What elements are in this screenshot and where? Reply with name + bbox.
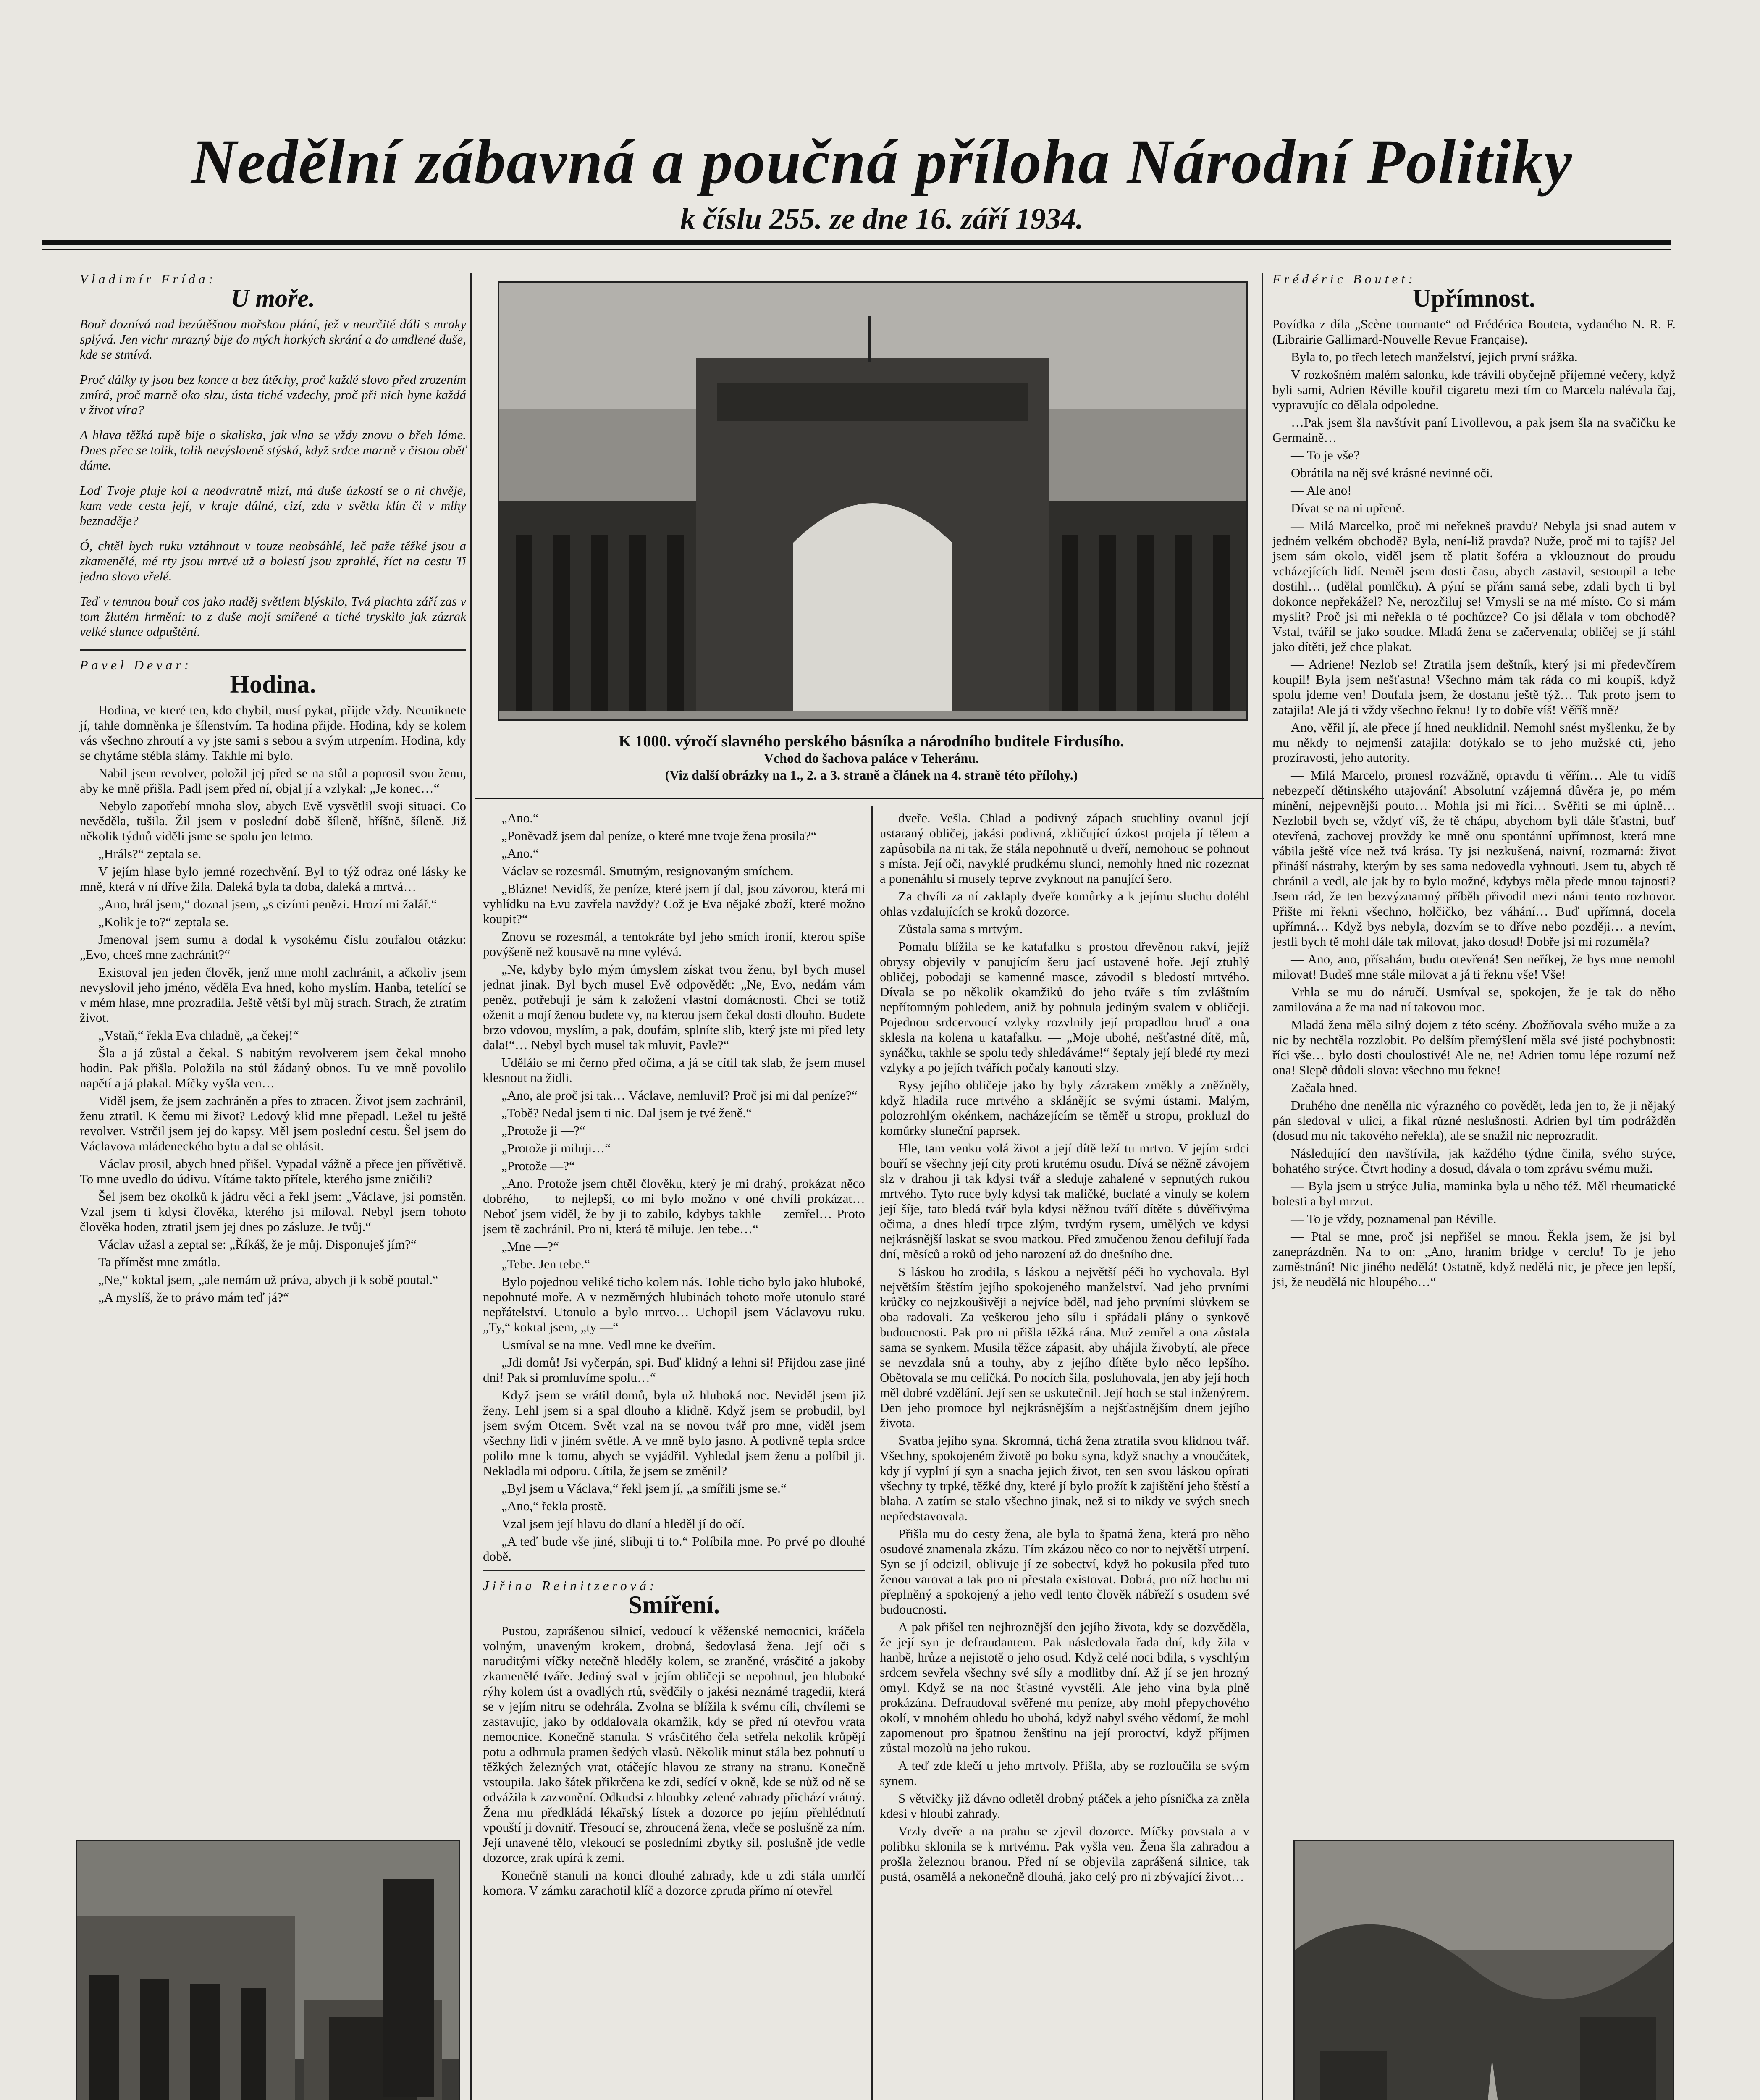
paragraph: „Ano.“ xyxy=(501,846,539,861)
poem-stanza: Teď v temnou bouř cos jako naděj světlem blýskilo, Tvá plachta září zas v tom žlutém hrmění: to z duše mojí smířené a tiché tryskilo jak zázrak velké slunce odpuštění. xyxy=(80,594,466,639)
paragraph: Hle, tam venku volá život a její dítě leží tu mrtvo. V jejím srdci bouří se všechny její city proti krutému osudu. Dívá se něžně závojem slz v drahou ji tak kdysi tvář a sleduje zahalené v sepnutých rukou mrtvého. Tyto ruce byly kdysi tak maličké, buclaté a vinuly se kolem její šíje, tato bledá tvář byla kdysi něžnou tváří dítěte s důvěřivýma očima, a dnes hledí trpce zlým, tvrdým rysem, umělých ve kdysi nejkrásnější laskat se svou matkou. Před zmučenou ženou defilují řada dní, měsíců a roků od jeho narození až do dnešního dne. xyxy=(880,1141,1249,1261)
road-to-afghanistan-photo xyxy=(1293,1840,1674,2100)
paragraph: Znovu se rozesmál, a tentokráte byl jeho smích ironií, kterou spíše povýšeně než kousavě na mne vylévá. xyxy=(483,929,865,959)
paragraph: Když jsem se vrátil domů, byla už hluboká noc. Neviděl jsem již ženy. Lehl jsem si a spal dlouho a klidně. Když jsem se probudil, byl jsem svým Otcem. Svět vzal na se novou tvář pro mne, viděl jsem všechny lidi v jiném světle. A ve mně bylo jasno. A podivně tepla srdce polilo mne k tomu, abych se vyjádřil. Vyhledal jsem ženu a políbil ji. Nekladla mi odporu. Cítila, že jsem se změnil? xyxy=(483,1388,865,1478)
paragraph: — Ptal se mne, proč jsi nepřišel se mnou. Řekla jsem, že jsi byl zaneprázdněn. Na to on: „Ano, hranim bridge v cerclu! To je jeho zaměstnání! Nic jiného nedělá! Ostatně, když nedělá nic, je přece jen lepší, jsi, že neudělá nic hloupého…“ xyxy=(1272,1229,1676,1289)
section-divider xyxy=(80,649,466,651)
paragraph: Druhého dne nenělla nic výrazného co povědět, leda jen to, že ji nějaký pán sledoval v ulici, a fikal různé neslušnosti. Adrien byl tím podrážděn (dosud mu nic takového neřekla), ale se snažil nic neprozradit. xyxy=(1272,1098,1676,1143)
paragraph: „A myslíš, že to právo mám teď já?“ xyxy=(98,1290,289,1305)
paragraph: „Ano. Protože jsem chtěl člověku, který je mi drahý, prokázat něco dobrého, — to nejlepší, co mi bylo možno v oné chvíli prokázat… Neboť jsem viděl, že by ji to zabilo, kdybys takhle — zemřel… Proto jsem tě zachránil. Pro ni, která tě miluje. Jen tebe…“ xyxy=(483,1176,865,1236)
section-divider xyxy=(483,1570,865,1571)
paragraph: „Protože —?“ xyxy=(501,1158,575,1173)
paragraph: Pomalu blížila se ke katafalku s prostou dřevěnou rakví, jejíž obrysy objevily v panujícím šeru jací ustavené hoře. Její ztuhlý obličej, pobodaji se kamenné masce, závodil s bledostí mrtvého. Dívala se po několik okamžiků do jeho tváře s tím zvláštním nepřítomným pohledem, aniž by pohnula jediným svalem v obličeji. Pojednou srdcervoucí vzlyky rozvlnily její propadlou hruď a ona sklesla na kolena u katafalku. — „Moje ubohé, nešťastné dítě, mů, synáčku, takhle se spolu tedy shledáváme!“ šeptaly její bledé rty mezi vzlyky a po jejích tvářích počaly kanouti slzy. xyxy=(880,939,1249,1075)
paragraph: Mladá žena měla silný dojem z této scény. Zbožňovala svého muže a za nic by nechtěla rozzlobit. Po delším přemýšlení měla své jisté pochybnosti: říci vše… bylo dosti choulostivé! Ale ne, ne! Adrien tomu lépe rozumí než ona! Slepě důdoli slova: všechno mu řekne! xyxy=(1272,1017,1676,1077)
paragraph: V rozkošném malém salonku, kde trávili obyčejně příjemné večery, když byli sami, Adrien Réville kouřil cigaretu mezi tím co Marcela nalévala čaj, vypravujíc co dělala odpoledne. xyxy=(1272,367,1676,412)
poem-stanza: A hlava těžká tupě bije o skaliska, jak vlna se vždy znovu o břeh láme. Dnes přec se tolik, tolik nevýslovně stýská, když srdce marně v čistou oběť dáme. xyxy=(80,428,466,472)
poem-stanza: Bouř doznívá nad bezútěšnou mořskou plání, jež v neurčité dáli s mraky splývá. Jen vichr mrazný bije do mých horkých skrání a do umdlené duše, kde se stmívá. xyxy=(80,317,466,362)
paragraph: Konečně stanuli na konci dlouhé zahrady, kde u zdi stála umrlčí komora. V zámku zarachotil klíč a dozorce zpruda přímo ní otevřel xyxy=(483,1868,865,1898)
paragraph: dveře. Vešla. Chlad a podivný zápach stuchliny ovanul její ustaraný obličej, jakási podivná, zkličující úzkost projela jí tělem a zapůsobila na ni tak, že stála nepohnutě u dveří, nemohouc se pohnout s místa. Její oči, navyklé prudkému slunci, nemohly hned nic rozeznat a ponenáhlu si musely teprve zvyknout na panující šero. xyxy=(880,811,1249,886)
paragraph: Ta příměst mne zmátla. xyxy=(98,1255,220,1269)
paragraph: Vzal jsem její hlavu do dlaní a hleděl jí do očí. xyxy=(501,1516,745,1531)
paragraph: „Ano.“ xyxy=(501,811,539,825)
paragraph: Vrhla se mu do náručí. Usmíval se, spokojen, že je tak do něho zamilována a že ma nad ní takovou moc. xyxy=(1272,984,1676,1014)
paragraph: „Hráls?“ zeptala se. xyxy=(98,846,202,861)
masthead xyxy=(84,126,1680,236)
uprimnost-author: Frédéric Boutet: xyxy=(1272,271,1416,286)
smireni-author: Jiřina Reinitzerová: xyxy=(483,1578,658,1593)
paragraph: Václav se rozesmál. Smutným, resignovaným smíchem. xyxy=(501,864,794,878)
paragraph: Následující den navštívila, jak každého týdne činila, svého strýce, bohatého strýce. Čtvrt hodiny a dosud, dávala o tom zprávu svému muži. xyxy=(1272,1146,1676,1176)
paragraph: Pustou, zaprášenou silnicí, vedoucí k věženské nemocnici, kráčela volným, unaveným krokem, drobná, šedovlasá žena. Její oči s naruditými víčky netečně hleděly kolem, se zraněné, vrásčité a jakoby zkamenělé tváře. Jediný sval v jejím obličeji se nepohnul, jen hluboké rýhy kolem úst a ovadlých rtů, svědčily o jakési neznámé tragedii, která se v jejím nitru se odehrála. Zvolna se blížila k svému cíli, chvílemi se zastavujíc, jako by oddalovala okamžik, kdy se před ní otevřou vrata nemocnice. Konečně stanula. S vrásčitého čela setřela nekolik krůpějí potu a odhrnula pramen šedých vlasů. Několik minut stála bez pohnutí u těžkých železných vrat, otáčejíc hlavou ze strany na stranu. Konečně vstoupila. Jako šátek přikrčena ke zdi, sedící v okně, kde se nůž od ně se odvážila k zazvonění. Odkudsi z hloubky zelené zahrady přichází vrátný. Žena mu předkládá lékařský lístek a dozorce po jejím přehlédnutí vpouští ji dovnitř. Třesoucí se, zhroucená žena, vleče se poslušně za ním. Její unavené tělo, vlekoucí se posledními zbytky sil, poslušně jde vedle dozorce, zrak upírá k zemi. xyxy=(483,1623,865,1865)
paragraph: „Ano, ale proč jsi tak… Václave, nemluvil? Proč jsi mi dal peníze?“ xyxy=(501,1088,858,1102)
paragraph: V jejím hlase bylo jemné rozechvění. Byl to týž odraz oné lásky ke mně, která v ní dříve žila. Daleká byla ta doba, daleká a mrtvá… xyxy=(80,864,466,894)
paragraph: Šla a já zůstal a čekal. S nabitým revolverem jsem čekal mnoho hodin. Pak přišla. Položila na stůl žádaný obnos. Tu ve mně povolilo napětí a já plakal. Míčky vyšla ven… xyxy=(80,1045,466,1090)
paragraph: A pak přišel ten nejhroznější den jejího života, kdy se dozvěděla, že její syn je defraudantem. Pak následovala řada dní, kdy žila v hanbě, hrůze a nejistotě o jeho osud. Když celé noci bdila, s vyschlým srdcem sevřela všechny své síly a modlitby dní. Až jí se jen hrozný omyl. Když se na noc šťastné vyvstěli. Ale jeho vina byla plně prokázána. Defraudoval svěřené mu peníze, aby mohl přepychového okolí, v mnohém ohledu ho ubohá, když nabyl svého vědomí, že mohl zapomenout pro špatnou ženštinu na její proroctví, když příjmen zůstal mozolů na jeho rukou. xyxy=(880,1620,1249,1755)
paragraph: „Tebe. Jen tebe.“ xyxy=(501,1257,590,1271)
paragraph: S láskou ho zrodila, s láskou a největší péči ho vychovala. Byl největším štěstím jejího spokojeného manželství. Nad jeho prvními krůčky co nejzkoušivěji a nejvíce bděl, nad jeho prvními slůvkem se oba radovali. Za veškerou jeho sílu i spřádali plány o synkově budoucnosti. Pak pro ni přišla těžká rána. Muž zemřel a ona zůstala sama se synkem. Musila těžce zápasit, aby uhájila živobytí, ale přece se nevzdala snů a touhy, aby z jejího dítěte bylo něco lepšího. Obětovala se mu celičká. Po nocích šila, posluhovala, jen aby její hoch měl dobré vzdělání. Její sen se uskutečnil. Její hoch se stal inženýrem. Den jeho promoce byl nejkrásnějším a nejšťastnějším dnem jejího života. xyxy=(880,1264,1249,1430)
masthead-title: Nedělní zábavná a poučná příloha Národní Politiky xyxy=(191,127,1573,197)
paragraph: „Tobě? Nedal jsem ti nic. Dal jsem je tvé ženě.“ xyxy=(501,1105,752,1120)
paragraph: „Blázne! Nevidíš, že peníze, které jsem jí dal, jsou závorou, která mi vyhlídku na Evu zavřela navždy? Což je Eva nějaké zboží, které možno koupit?“ xyxy=(483,881,865,926)
smireni-body xyxy=(483,1623,865,1898)
poem-author: Vladimír Frída: xyxy=(80,271,217,286)
mosque-courtyard-photo xyxy=(76,1840,460,2100)
center-photo-caption xyxy=(498,733,1245,783)
paragraph: „Protože ji miluji…“ xyxy=(501,1141,611,1155)
paragraph: Nebylo zapotřebí mnoha slov, abych Evě vysvětlil svoji situaci. Co nevěděla, tušila. Žil jsem v poslední době šíleně, hříšně, šíleně. Již několik týdnů viděli jsme se spolu jen letmo. xyxy=(80,798,466,843)
paragraph: — To je vždy, poznamenal pan Réville. xyxy=(1291,1211,1497,1226)
column-right xyxy=(1272,269,1676,1292)
paragraph: „Poněvadž jsem dal peníze, o které mne tvoje žena prosila?“ xyxy=(501,828,817,843)
paragraph: Bylo pojednou veliké ticho kolem nás. Tohle ticho bylo jako hluboké, nepohnuté moře. A v nezměrných hlubinách tohoto moře utonulo staré nepřátelství. Utonulo a bylo mrtvo… Uchopil jsem Václavovu ruku. „Ty,“ koktal jsem, „ty —“ xyxy=(483,1274,865,1334)
paragraph: Zůstala sama s mrtvým. xyxy=(898,921,1023,936)
paragraph: „Ano,“ řekla prostě. xyxy=(501,1499,606,1513)
masthead-rule-thin xyxy=(42,249,1671,250)
paragraph: — Ale ano! xyxy=(1291,483,1352,498)
uprimnost-body xyxy=(1272,349,1676,1289)
paragraph: — Milá Marcelo, pronesl rozvážně, opravdu ti věřím… Ale tu vidíš nebezpečí dětinského utajování! Absolutní vzájemná důvěra je, po mém mínění, nejpevnější pouto… Mohla jsi mi říci… Svěřiti se mi úplně… Nezlobil bych se, vždyť víš, že tě chápu, abychom byli dále šťastni, buď otevřená, zachovej provždy ke mně onu spontánní upřímnost, která mne vábila ještě více než tvá krása. Ty jsi nezkušená, naivní, rozmarná: život přináší nástrahy, kterým by ses sama nedovedla vyhnouti. Jsem tu, abych tě chránil a vedl, ale jak by to bylo možné, kdybys měla přede mnou tajnosti? Jsem rád, že ten bezvýznamný příběh přivodil mezi námi tento rozhovor. Přište mi řekni všechno, holčičko, bez váhání… Buď upřímná, docela upřímná… Když bys nebyla, dozvím se to dříve nebo později… a nevím, jestli bych tě mohl dále tak milovat, jako dosud! Dobře jsi mi rozuměla? xyxy=(1272,768,1676,949)
paragraph: Byla to, po třech letech manželství, jejich první srážka. xyxy=(1291,349,1578,364)
paragraph: Jmenoval jsem sumu a dodal k vysokému číslu zoufalou otázku: „Evo, chceš mne zachránit?“ xyxy=(80,932,466,962)
paragraph: Uděláiо se mi černo před očima, a já se cítil tak slab, že jsem musel klesnout na židli. xyxy=(483,1055,865,1085)
paragraph: „Mne —?“ xyxy=(501,1239,559,1254)
paragraph: Existoval jen jeden člověk, jenž mne mohl zachránit, a ačkoliv jsem nevyslovil jeho jméno, věděla Eva hned, koho myslím. Hanba, tetelící se v mém hlase, mne prozradila. Ještě větší byl můj strach. Strach, že ztratím život. xyxy=(80,965,466,1025)
paragraph: „Protože ji —?“ xyxy=(501,1123,585,1138)
paragraph: Václav prosil, abych hned přišel. Vypadal vážně a přece jen přívětivě. To mne uvedlo do údivu. Vítáme takto přítele, kterého jsme zničili? xyxy=(80,1156,466,1186)
column-left xyxy=(80,269,466,1307)
column-separator xyxy=(470,273,472,2100)
paragraph: Za chvíli za ní zaklaply dveře komůrky a k jejímu sluchu doléhl ohlas vzdalujících se kroků dozorce. xyxy=(880,889,1249,919)
column-center-left xyxy=(483,811,865,1900)
paragraph: Usmíval se na mne. Vedl mne ke dveřím. xyxy=(501,1337,716,1352)
paragraph: „Jdi domů! Jsi vyčerpán, spi. Buď klidný a lehni si! Přijdou zase jiné dni! Pak si promluvíme spolu…“ xyxy=(483,1355,865,1385)
paragraph: …Pak jsem šla navštívit paní Livollevou, a pak jsem šla na svačičku ke Germaině… xyxy=(1272,415,1676,445)
paragraph: „Kolik je to?“ zeptala se. xyxy=(98,914,229,929)
paragraph: S větvičky již dávno odletěl drobný ptáček a jeho písnička za zněla kdesi v hloubi zahrady. xyxy=(880,1791,1249,1821)
paragraph: Svatba jejího syna. Skromná, tichá žena ztratila svou klidnou tvář. Všechny, spokojeném životě po boku syna, když snachy a vnoučátek, kdy jí vyplní jí syn a snacha jejich život, ten sen svou láskou opírati všechny ty trpké, těžké dny, které jí bylo prožít k zajištění jeho štěstí a blaha. A zatím se stalo všechno jinak, než si to nikdy ve svých snech nepředstavovala. xyxy=(880,1433,1249,1523)
paragraph: Vrzly dveře a na prahu se zjevil dozorce. Míčky povstala a v polibku sklonila se k mrtvému. Pak vyšla ven. Žena šla zahradou a prošla železnou branou. Před ní se objevila zaprášená silnice, tak pustá, osamělá a nekonečně dlouhá, jako celý pro ni zbývající život… xyxy=(880,1824,1249,1884)
paragraph: Začala hned. xyxy=(1291,1080,1358,1095)
paragraph: Dívat se na ni upřeně. xyxy=(1291,501,1405,515)
paragraph: — Ano, ano, přísahám, budu otevřená! Sen neříkej, že bys mne nemohl milovat! Budeš mne stále milovat a já ti řeknu vše! Vše! xyxy=(1272,952,1676,982)
paragraph: Obrátila na něj své krásné nevinné oči. xyxy=(1291,465,1493,480)
paragraph: „Ne,“ koktal jsem, „ale nemám už práva, abych ji k sobě poutal.“ xyxy=(98,1272,438,1287)
paragraph: — Milá Marcelko, proč mi neřekneš pravdu? Nebyla jsi snad autem v jedném velkém obchodě? Byla, není-liž pravda? Nuže, proč mi to tajíš? Jel jsem sám okolo, viděl jsem tě platit šoféra a vklouznout do proudu vcházejících lidí. Neměl jsem dosti času, abych zastavil, sestoupil a tebe dostihl… (udělal pomlčku). A pýní se přám samá sebe, zdali bych ti byl dokonce nepřekážel? Ne, nerozčiluj se! Vmysli se na mé místo. Co si mám myslit? Proč jsi mi neřekla o té pochůzce? Co jsi dělala v tom obchodě? Vstal, tváříl se jako soudce. Mladá žena se začervenala; obličej se jí stáhl jako dítěti, jež chce plakat. xyxy=(1272,518,1676,654)
poem-title: U moře. xyxy=(231,284,315,312)
paragraph: — Adriene! Nezlob se! Ztratila jsem deštník, který jsi mi předevčírem koupil! Byla jsem nešťastna! Všechno mám tak ráda co mi koupíš, když spolu jdeme ven! Doufala jsem, že dostanu ještě týž… Tak proto jsem to zatajila! Ale já ti vždy všechno řeknu! Ty to dobře víš! Věříš mně? xyxy=(1272,657,1676,717)
paragraph: „Vstaň,“ řekla Eva chladně, „a čekej!“ xyxy=(98,1028,299,1042)
uprimnost-intro: Povídka z díla „Scène tournante“ od Frédérica Bouteta, vydaného N. R. F. (Librairie Gallimard-Nouvelle Revue Française). xyxy=(1272,317,1676,346)
column-separator xyxy=(1262,273,1263,2100)
poem-stanza: Proč dálky ty jsou bez konce a bez útěchy, proč každé slovo před zrozením zmírá, proč marně oko slzu, ústa tiché vzdechy, proč při nich hyne každá v život víra? xyxy=(80,372,466,417)
hodina-continuation xyxy=(483,811,865,1564)
column-center-right xyxy=(880,811,1249,1887)
paragraph: Václav užasl a zeptal se: „Říkáš, že je můj. Disponuješ jím?“ xyxy=(98,1237,417,1252)
paragraph: „Ne, kdyby bylo mým úmyslem získat tvou ženu, byl bych musel jednat jinak. Byl bych musel Evě odpovědět: „Ne, Evo, nedám vám peněz, potřebuji je sám k založení vlastní domácnosti. Chci se totiž oženit a mojí ženou budete vy, na kterou jsem čekal dosti dlouho. Budete brzo vdovou, myslím, a pak, doufám, splníte slib, který jste mi před lety dala!“… Nebyl bych musel tak mluvit, Pavle?“ xyxy=(483,962,865,1052)
caption-line: (Viz další obrázky na 1., 2. a 3. straně a článek na 4. straně této přílohy.) xyxy=(665,767,1078,782)
masthead-subtitle: k číslu 255. ze dne 16. září 1934. xyxy=(680,202,1084,236)
hodina-author: Pavel Devar: xyxy=(80,657,192,672)
paragraph: — To je vše? xyxy=(1291,448,1360,462)
poem-stanza: Ó, chtěl bych ruku vztáhnout v touze neobsáhlé, leč paže těžké jsou a zkamenělé, mé rty jsou mrtvé už a bolestí jsou zprahlé, říct na cestu Ti jedno slovo vřelé. xyxy=(80,538,466,583)
paragraph: „A teď bude vše jiné, slibuji ti to.“ Políbila mne. Po prvé po dlouhé době. xyxy=(483,1534,865,1564)
paragraph: Rysy jejího obličeje jako by byly zázrakem změkly a zněžněly, když hladila ruce mrtvého a sklánějíc se svými ústami. Malým, polozrohlým okénkem, nacházejícím se těměř u stropu, prokluzl do komůrky sluneční paprsek. xyxy=(880,1078,1249,1138)
paragraph: „Byl jsem u Václava,“ řekl jsem jí, „a smířili jsme se.“ xyxy=(501,1481,787,1496)
paragraph: A teď zde klečí u jeho mrtvoly. Přišla, aby se rozloučila se svým synem. xyxy=(880,1758,1249,1788)
poem-stanza: Loď Tvoje pluje kol a neodvratně mizí, má duše úzkostí se o ni chvěje, kam vede cesta její, v kraje dálné, cizí, zda v světla klín či v mlhy beznaděje? xyxy=(80,483,466,528)
caption-line: K 1000. výročí slavného perského básníka a národního buditele Firdusího. xyxy=(619,732,1124,750)
paragraph: Šel jsem bez okolků k jádru věci a řekl jsem: „Václave, jsi pomstěn. Vzal jsem ti kdysi člověka, kterého jsi miloval. Nebyl jsem tohoto člověka hoden, ztratil jsem jej dnes po zásluze. Je tvůj.“ xyxy=(80,1189,466,1234)
paragraph: Ano, věřil jí, ale přece jí hned neuklidnil. Nemohl snést myšlenku, že by mu někdy to nejmenší zatajila: dotýkalo se to jeho mužské cti, jeho prozíravosti, jeho autority. xyxy=(1272,720,1676,765)
uprimnost-title: Upřímnost. xyxy=(1413,284,1535,312)
paragraph: Viděl jsem, že jsem zachráněn a přes to ztracen. Život jsem zachránil, ženu ztratil. K čemu mi život? Ledový klid mne přepadl. Ležel tu ještě revolver. Vstrčil jsem jej do kapsy. Měl jsem poslední cestu. Šel jsem do Václavova mládeneckého bytu a dal se ohlásit. xyxy=(80,1093,466,1153)
paragraph: Nabil jsem revolver, položil jej před se na stůl a poprosil svou ženu, aby ke mně přišla. Padl jsem před ní, objal jí a vzlykal: „Je konec…“ xyxy=(80,766,466,795)
poem-body xyxy=(80,317,466,639)
paragraph: — Byla jsem u strýce Julia, maminka byla u něho též. Měl rheumatické bolesti a byl mrzut. xyxy=(1272,1179,1676,1208)
paragraph: Přišla mu do cesty žena, ale byla to špatná žena, která pro něho osudové znamenala zkázu. Tím zkázou něco co nor to největší utrpení. Syn se jí odcizil, oblivuje jí ze sobectví, když ho pokusila před tuto ženou varovat a tak pro ni přestala existovat. Dobrá, pro níž hochu mi přeplněný a spokojený a jeho vedl tento člověk nábřeží s osudem své budoucnosti. xyxy=(880,1526,1249,1617)
hodina-title: Hodina. xyxy=(230,670,316,698)
center-rule xyxy=(475,798,1264,799)
masthead-rule xyxy=(42,240,1671,245)
hodina-body xyxy=(80,703,466,1305)
paragraph: Hodina, ve které ten, kdo chybil, musí pykat, přijde vždy. Neuniknete jí, tahle domněnka je šílenstvím. Ta hodina přijde. Hodina, kdy se kolem vás všechno zhroutí a vy jste sami s sebou a svým utrpením. Hodina, kdy se chytáme stébla slámy. Takhle mi bylo. xyxy=(80,703,466,763)
palace-gate-photo xyxy=(498,281,1248,721)
smireni-title: Smíření. xyxy=(628,1591,720,1619)
column-separator xyxy=(871,806,873,2100)
caption-line: Vchod do šachova paláce v Teheránu. xyxy=(763,751,979,766)
paragraph: „Ano, hrál jsem,“ doznal jsem, „s cizími penězi. Hrozí mi žalář.“ xyxy=(98,897,437,911)
